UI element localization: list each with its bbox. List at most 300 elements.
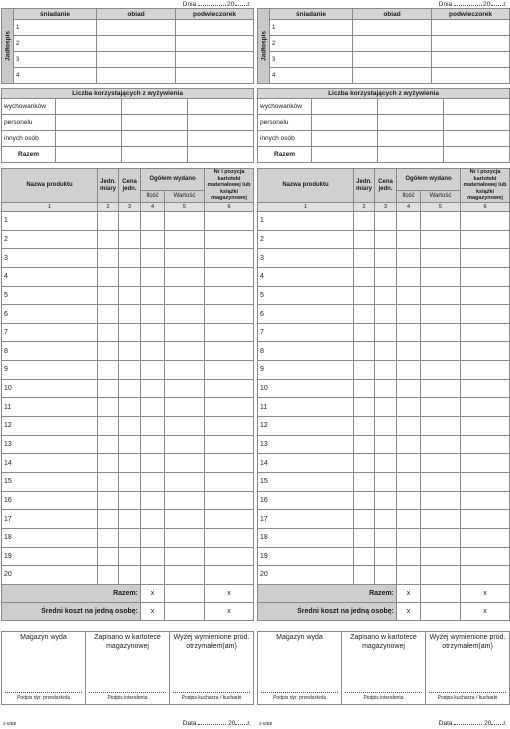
count-cell[interactable] [56,115,122,131]
signature-box[interactable] [258,632,342,705]
menu-cell[interactable] [176,52,254,68]
row-number[interactable]: 15 [258,472,354,491]
product-cell[interactable] [421,547,461,566]
menu-cell[interactable] [353,20,432,36]
x-mark: x [461,584,510,602]
product-cell[interactable] [205,510,254,529]
product-cell[interactable] [119,305,141,324]
product-cell[interactable] [397,435,421,454]
row-number[interactable]: 6 [258,305,354,324]
count-cell[interactable] [56,99,122,115]
product-cell[interactable] [205,398,254,417]
count-cell[interactable] [56,131,122,147]
product-cell[interactable] [119,566,141,585]
menu-cell[interactable] [97,52,176,68]
product-cell[interactable] [461,267,510,286]
product-cell[interactable] [98,323,119,342]
product-cell[interactable] [141,454,165,473]
signature-box[interactable] [170,632,254,705]
product-cell[interactable] [397,212,421,231]
product-cell[interactable] [141,379,165,398]
signature-box[interactable] [86,632,170,705]
product-cell[interactable] [421,528,461,547]
product-cell[interactable] [354,528,375,547]
product-cell[interactable] [397,230,421,249]
product-cell[interactable] [354,472,375,491]
product-cell[interactable] [375,305,397,324]
product-cell[interactable] [354,491,375,510]
product-cell[interactable] [461,510,510,529]
product-cell[interactable] [421,472,461,491]
product-cell[interactable] [354,547,375,566]
product-cell[interactable] [141,249,165,268]
count-cell[interactable] [56,147,122,163]
product-cell[interactable] [354,230,375,249]
product-cell[interactable] [98,472,119,491]
product-cell[interactable] [354,323,375,342]
count-cell[interactable] [122,147,188,163]
row-number[interactable]: 18 [2,528,98,547]
product-cell[interactable] [165,230,205,249]
product-cell[interactable] [205,342,254,361]
product-cell[interactable] [119,212,141,231]
row-number[interactable]: 14 [2,454,98,473]
product-cell[interactable] [375,267,397,286]
product-cell[interactable] [165,491,205,510]
date-year-field[interactable] [235,0,247,6]
product-cell[interactable] [98,230,119,249]
product-cell[interactable] [461,230,510,249]
menu-cell[interactable] [97,20,176,36]
product-cell[interactable] [141,491,165,510]
product-cell[interactable] [98,249,119,268]
product-cell[interactable] [205,267,254,286]
sum-value-cell[interactable] [421,584,461,602]
product-cell[interactable] [98,342,119,361]
product-cell[interactable] [354,286,375,305]
menu-cell[interactable] [353,52,432,68]
product-cell[interactable] [375,417,397,436]
menu-cell[interactable] [432,52,510,68]
date-day-month-field[interactable] [198,0,226,6]
signature-box[interactable] [342,632,426,705]
row-number[interactable]: 3 [2,249,98,268]
col-number: 4 [397,203,421,212]
product-cell[interactable] [165,454,205,473]
product-cell[interactable] [205,379,254,398]
product-cell[interactable] [461,472,510,491]
row-number[interactable]: 20 [2,566,98,585]
product-cell[interactable] [461,212,510,231]
row-number[interactable]: 5 [258,286,354,305]
row-number[interactable]: 10 [2,379,98,398]
row-number[interactable]: 7 [258,323,354,342]
product-cell[interactable] [397,547,421,566]
product-cell[interactable] [119,417,141,436]
product-cell[interactable] [205,361,254,380]
product-cell[interactable] [205,547,254,566]
row-number[interactable]: 13 [258,435,354,454]
product-cell[interactable] [98,435,119,454]
count-cell[interactable] [122,115,188,131]
product-cell[interactable] [461,249,510,268]
count-cell[interactable] [188,99,254,115]
product-cell[interactable] [461,435,510,454]
product-cell[interactable] [375,398,397,417]
product-cell[interactable] [119,249,141,268]
product-cell[interactable] [375,472,397,491]
footer-date-field[interactable] [198,719,226,725]
product-cell[interactable] [98,566,119,585]
product-cell[interactable] [397,491,421,510]
menu-cell[interactable] [176,36,254,52]
product-cell[interactable] [421,249,461,268]
product-cell[interactable] [375,566,397,585]
product-cell[interactable] [98,510,119,529]
row-number[interactable]: 11 [258,398,354,417]
product-cell[interactable] [421,361,461,380]
product-cell[interactable] [375,249,397,268]
product-cell[interactable] [119,454,141,473]
product-cell[interactable] [119,510,141,529]
product-cell[interactable] [141,417,165,436]
product-cell[interactable] [119,230,141,249]
product-cell[interactable] [421,454,461,473]
product-cell[interactable] [354,454,375,473]
product-cell[interactable] [165,323,205,342]
count-cell[interactable] [188,131,254,147]
menu-cell[interactable] [353,68,432,84]
product-cell[interactable] [461,323,510,342]
row-number[interactable]: 5 [2,286,98,305]
product-cell[interactable] [98,267,119,286]
product-cell[interactable] [165,528,205,547]
product-cell[interactable] [461,286,510,305]
product-cell[interactable] [205,323,254,342]
menu-cell[interactable] [176,68,254,84]
count-cell[interactable] [312,115,378,131]
product-cell[interactable] [98,379,119,398]
row-number[interactable]: 13 [2,435,98,454]
product-cell[interactable] [461,491,510,510]
product-cell[interactable] [205,305,254,324]
product-cell[interactable] [141,472,165,491]
product-cell[interactable] [119,379,141,398]
product-cell[interactable] [141,286,165,305]
product-cell[interactable] [375,510,397,529]
row-number[interactable]: 9 [258,361,354,380]
menu-cell[interactable] [353,36,432,52]
product-cell[interactable] [119,491,141,510]
row-number[interactable]: 17 [2,510,98,529]
product-cell[interactable] [375,491,397,510]
count-cell[interactable] [444,147,510,163]
product-cell[interactable] [461,361,510,380]
row-number[interactable]: 8 [258,342,354,361]
product-cell[interactable] [141,435,165,454]
count-cell[interactable] [188,147,254,163]
date-day-month-field[interactable] [454,0,482,6]
product-cell[interactable] [165,249,205,268]
product-cell[interactable] [421,212,461,231]
product-cell[interactable] [397,361,421,380]
row-number[interactable]: 6 [2,305,98,324]
product-cell[interactable] [141,267,165,286]
product-cell[interactable] [375,212,397,231]
row-number[interactable]: 19 [258,547,354,566]
product-cell[interactable] [165,361,205,380]
product-cell[interactable] [375,361,397,380]
product-cell[interactable] [421,230,461,249]
product-cell[interactable] [119,323,141,342]
product-cell[interactable] [205,454,254,473]
product-cell[interactable] [461,305,510,324]
product-cell[interactable] [354,566,375,585]
avg-value-cell[interactable] [165,602,205,620]
count-cell[interactable] [312,131,378,147]
menu-cell[interactable] [176,20,254,36]
product-cell[interactable] [141,566,165,585]
product-cell[interactable] [165,212,205,231]
row-number[interactable]: 16 [258,491,354,510]
product-cell[interactable] [397,472,421,491]
product-cell[interactable] [397,267,421,286]
product-cell[interactable] [205,435,254,454]
product-cell[interactable] [461,342,510,361]
product-cell[interactable] [375,528,397,547]
count-cell[interactable] [378,147,444,163]
product-cell[interactable] [205,472,254,491]
product-cell[interactable] [205,417,254,436]
product-cell[interactable] [375,230,397,249]
product-cell[interactable] [397,249,421,268]
count-cell[interactable] [122,131,188,147]
product-cell[interactable] [98,398,119,417]
count-cell[interactable] [378,99,444,115]
product-cell[interactable] [397,566,421,585]
signature-box[interactable] [2,632,86,705]
row-number[interactable]: 16 [2,491,98,510]
product-cell[interactable] [205,212,254,231]
product-cell[interactable] [397,510,421,529]
menu-cell[interactable] [432,68,510,84]
row-number[interactable]: 2 [258,230,354,249]
footer-year-field[interactable] [235,719,247,725]
product-cell[interactable] [119,398,141,417]
count-cell[interactable] [444,131,510,147]
product-cell[interactable] [119,342,141,361]
product-cell[interactable] [165,510,205,529]
product-cell[interactable] [354,398,375,417]
footer-date-field[interactable] [454,719,482,725]
product-cell[interactable] [98,212,119,231]
row-number[interactable]: 12 [258,417,354,436]
product-cell[interactable] [354,417,375,436]
product-cell[interactable] [141,230,165,249]
menu-cell[interactable] [432,36,510,52]
row-number[interactable]: 12 [2,417,98,436]
row-number[interactable]: 1 [2,212,98,231]
count-cell[interactable] [312,147,378,163]
product-cell[interactable] [119,267,141,286]
product-cell[interactable] [461,398,510,417]
product-cell[interactable] [354,379,375,398]
row-number[interactable]: 20 [258,566,354,585]
product-cell[interactable] [354,342,375,361]
product-cell[interactable] [375,323,397,342]
menu-cell[interactable] [97,68,176,84]
product-cell[interactable] [119,547,141,566]
product-cell[interactable] [421,510,461,529]
product-cell[interactable] [397,417,421,436]
row-number[interactable]: 17 [258,510,354,529]
row-number[interactable]: 15 [2,472,98,491]
product-cell[interactable] [397,528,421,547]
row-number[interactable]: 1 [258,212,354,231]
count-cell[interactable] [444,99,510,115]
product-cell[interactable] [397,286,421,305]
product-cell[interactable] [461,566,510,585]
product-cell[interactable] [421,323,461,342]
product-cell[interactable] [421,435,461,454]
product-cell[interactable] [141,323,165,342]
product-cell[interactable] [98,286,119,305]
product-cell[interactable] [165,286,205,305]
product-cell[interactable] [98,361,119,380]
product-cell[interactable] [205,491,254,510]
menu-cell[interactable] [432,20,510,36]
product-cell[interactable] [119,528,141,547]
signature-box[interactable] [426,632,510,705]
product-cell[interactable] [141,212,165,231]
product-cell[interactable] [165,379,205,398]
product-cell[interactable] [165,267,205,286]
product-cell[interactable] [165,566,205,585]
row-number[interactable]: 8 [2,342,98,361]
product-cell[interactable] [98,305,119,324]
product-cell[interactable] [461,379,510,398]
product-cell[interactable] [141,528,165,547]
product-cell[interactable] [165,398,205,417]
count-cell[interactable] [188,115,254,131]
product-cell[interactable] [141,305,165,324]
row-number[interactable]: 9 [2,361,98,380]
product-cell[interactable] [375,379,397,398]
product-cell[interactable] [421,379,461,398]
product-cell[interactable] [397,454,421,473]
product-cell[interactable] [354,212,375,231]
row-number[interactable]: 4 [258,267,354,286]
product-cell[interactable] [421,398,461,417]
product-cell[interactable] [397,398,421,417]
product-cell[interactable] [354,435,375,454]
product-cell[interactable] [165,305,205,324]
footer-year-field[interactable] [491,719,503,725]
sum-value-cell[interactable] [165,584,205,602]
product-cell[interactable] [461,417,510,436]
product-cell[interactable] [461,528,510,547]
product-cell[interactable] [119,361,141,380]
row-number[interactable]: 14 [258,454,354,473]
row-number[interactable]: 19 [2,547,98,566]
product-cell[interactable] [205,249,254,268]
product-cell[interactable] [397,342,421,361]
row-number[interactable]: 18 [258,528,354,547]
row-number[interactable]: 7 [2,323,98,342]
product-cell[interactable] [354,361,375,380]
product-cell[interactable] [397,379,421,398]
product-cell[interactable] [421,417,461,436]
product-cell[interactable] [375,547,397,566]
row-number[interactable]: 3 [258,249,354,268]
product-cell[interactable] [461,547,510,566]
product-cell[interactable] [165,435,205,454]
product-cell[interactable] [375,342,397,361]
row-number[interactable]: 4 [2,267,98,286]
row-number[interactable]: 2 [2,230,98,249]
product-cell[interactable] [421,342,461,361]
product-cell[interactable] [354,510,375,529]
product-cell[interactable] [141,510,165,529]
menu-cell[interactable] [97,36,176,52]
product-cell[interactable] [165,417,205,436]
product-cell[interactable] [421,305,461,324]
product-cell[interactable] [205,286,254,305]
product-cell[interactable] [165,472,205,491]
product-cell[interactable] [205,566,254,585]
product-cell[interactable] [375,435,397,454]
row-number[interactable]: 10 [258,379,354,398]
count-cell[interactable] [444,115,510,131]
product-cell[interactable] [421,566,461,585]
product-cell[interactable] [421,491,461,510]
product-cell[interactable] [421,286,461,305]
count-cell[interactable] [312,99,378,115]
product-cell[interactable] [397,323,421,342]
product-cell[interactable] [354,249,375,268]
product-cell[interactable] [354,305,375,324]
product-cell[interactable] [141,342,165,361]
product-cell[interactable] [165,342,205,361]
product-cell[interactable] [375,454,397,473]
product-cell[interactable] [354,267,375,286]
date-year-field[interactable] [491,0,503,6]
product-cell[interactable] [375,286,397,305]
product-cell[interactable] [165,547,205,566]
product-cell[interactable] [141,361,165,380]
count-cell[interactable] [378,115,444,131]
product-cell[interactable] [119,286,141,305]
count-cell[interactable] [122,99,188,115]
product-cell[interactable] [119,472,141,491]
product-cell[interactable] [421,267,461,286]
product-cell[interactable] [119,435,141,454]
product-cell[interactable] [461,454,510,473]
product-cell[interactable] [397,305,421,324]
product-cell[interactable] [98,454,119,473]
product-cell[interactable] [98,417,119,436]
count-cell[interactable] [378,131,444,147]
row-number[interactable]: 11 [2,398,98,417]
product-cell[interactable] [205,230,254,249]
product-cell[interactable] [205,528,254,547]
product-cell[interactable] [98,491,119,510]
product-cell[interactable] [98,528,119,547]
avg-value-cell[interactable] [421,602,461,620]
product-cell[interactable] [141,547,165,566]
product-cell[interactable] [141,398,165,417]
product-cell[interactable] [98,547,119,566]
